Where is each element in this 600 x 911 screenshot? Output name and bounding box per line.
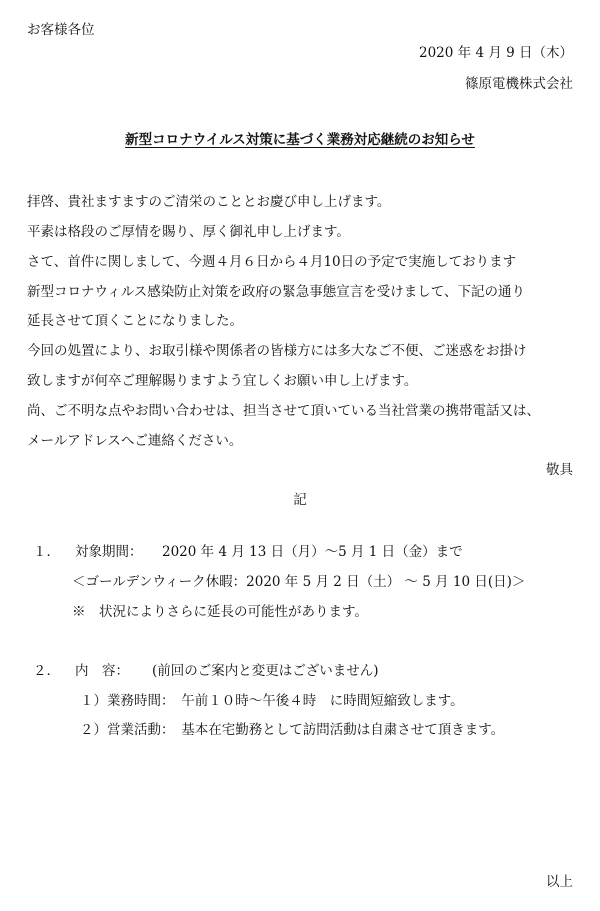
item1-number: １． xyxy=(33,544,60,560)
body-line-8: 尚、ご不明な点やお問い合わせは、担当させて頂いている当社営業の携帯電話又は、 xyxy=(27,403,540,419)
body-line-3: さて、首件に関しまして、今週４月６日から４月10日の予定で実施しております xyxy=(27,254,517,270)
item1-value: 2020 年 4 月 13 日（月）～5 月 1 日（金）まで xyxy=(162,544,463,560)
item2-value: (前回のご案内と変更はございません) xyxy=(152,663,379,679)
company-name: 篠原電機株式会社 xyxy=(465,76,573,92)
item1-note: ＜ゴールデンウィーク休暇：2020 年 5 月 2 日（土） ～ 5 月 10 日(日)＞ xyxy=(72,574,526,590)
item2-sub2: ２）営業活動： 基本在宅勤務として訪問活動は自粛させて頂きます。 xyxy=(80,722,505,738)
document-title xyxy=(0,131,600,149)
closing-keigu: 敬具 xyxy=(546,462,573,478)
body-line-1: 拝啓、貴社ますますのご清栄のこととお慶び申し上げます。 xyxy=(27,194,391,210)
body-line-2: 平素は格段のご厚情を賜り、厚く御礼申し上げます。 xyxy=(27,224,350,240)
item1-label: 対象期間： xyxy=(75,544,143,560)
item1-remark: ※ 状況によりさらに延長の可能性があります。 xyxy=(72,604,368,620)
document-title-text: 新型コロナウイルス対策に基づく業務対応継続のお知らせ xyxy=(125,132,475,148)
item2-sub1: １）業務時間： 午前１０時～午後４時 に時間短縮致します。 xyxy=(80,693,464,709)
ki-marker: 記 xyxy=(293,492,307,508)
end-marker: 以上 xyxy=(546,874,573,890)
body-line-5: 延長させて頂くことになりました。 xyxy=(27,313,243,329)
body-line-6: 今回の処置により、お取引様や関係者の皆様方には多大なご不便、ご迷惑をお掛け xyxy=(27,343,527,359)
body-line-9: メールアドレスへご連絡ください。 xyxy=(27,433,243,449)
item2-label: 内 容： xyxy=(75,663,129,679)
body-line-4: 新型コロナウィルス感染防止対策を政府の緊急事態宣言を受けまして、下記の通り xyxy=(27,284,526,300)
date: 2020 年 4 月 9 日（木） xyxy=(419,45,573,61)
recipient: お客様各位 xyxy=(27,22,95,38)
item2-number: ２． xyxy=(33,663,60,679)
body-line-7: 致しますが何卒ご理解賜りますよう宜しくお願い申し上げます。 xyxy=(27,373,418,389)
